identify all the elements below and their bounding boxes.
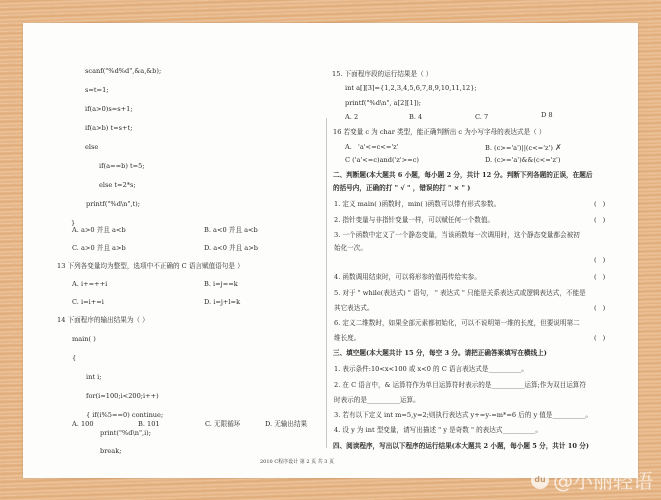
q13-option-a: A. i+=++i [72, 280, 108, 288]
answer-paren[interactable]: ( ) [594, 334, 608, 342]
q14-option-b: B. 101 [138, 420, 160, 428]
q14-option-a: A. 100 [72, 420, 94, 428]
baidu-paw-icon: du [531, 471, 549, 489]
code-line: } [71, 219, 76, 227]
section2-title-cont: 的括号内，正确的打 " √ " ，错误的打 " × " ) [333, 184, 471, 192]
q13-option-b: B. i=j==k [204, 280, 238, 288]
code-line: s=t=1; [85, 86, 109, 94]
q13-stem: 13 下列各变量均为整型，选项中不正确的 C 语言赋值语句是 ） [57, 262, 244, 270]
q12-option-c: C. a>0 并且 a>b [72, 244, 126, 252]
code-line: else [85, 143, 99, 151]
watermark-text: @小丽轻语 [553, 469, 653, 493]
code-line: for(i=100;i<200;i++) [86, 392, 159, 400]
fill-item-3: 3. 若有以下定义 int m=5,y=2;则执行表达式 y+=y-=m*=6 后的 y 值是__________。 [334, 411, 593, 419]
q16-option-a-label: A. [345, 143, 352, 151]
q16-option-b-text: B. (c>='a')||(c<='z') [485, 144, 553, 152]
answer-paren[interactable]: ( ) [594, 273, 608, 281]
q15-option-d: D 8 [541, 111, 553, 119]
q14-stem: 14 下面程序的输出结果为（ ） [57, 316, 149, 324]
code-line: main( ) [72, 335, 96, 343]
code-line: printf("%d\n", a[2][1]); [345, 99, 422, 107]
fill-item-4: 4. 设 y 为 int 型变量，请写出描述 " y 是奇数 " 的表达式__________。 [334, 426, 543, 434]
q12-option-d: D. a<0 并且 a>b [204, 244, 258, 252]
code-line: if(a>b) t=s+t; [85, 124, 133, 132]
watermark [531, 465, 653, 494]
code-line: scanf("%d%d",&a,&b); [85, 67, 162, 75]
code-line: printf("%d\n",t); [86, 200, 140, 208]
fill-item-1: 1. 表示条件:10<x<100 或 x<0 的 C 语言表达式是__________。 [334, 365, 529, 373]
judge-item-2: 2. 指针变量与非指针变量一样，可以赋任何一个数值。 [334, 216, 495, 224]
q13-option-d: D. i=j+l=k [204, 298, 241, 306]
answer-paren[interactable]: ( ) [594, 256, 608, 264]
code-line: if(a>0)s=s+1; [85, 105, 133, 113]
judge-item-3-cont: 始化一次。 [334, 244, 367, 252]
q15-stem: 15. 下面程序段的运行结果是（ ） [332, 70, 433, 78]
code-line: { if(i%5==0) continue; [86, 411, 164, 419]
answer-paren[interactable]: ( ) [594, 200, 608, 208]
column-divider [326, 118, 327, 448]
q14-option-d: D. 无输出结果 [265, 420, 308, 428]
judge-item-6-cont: 维长度。 [334, 334, 361, 342]
code-line: else t=2*s; [99, 181, 136, 189]
q12-option-a: A. a>0 并且 a<b [72, 226, 126, 234]
code-line: int i; [86, 373, 102, 381]
judge-item-3: 3. 一个函数中定义了一个静态变量，当该函数每一次调用时，这个静态变量都会被初 [334, 231, 580, 239]
fill-item-2: 2. 在 C 语言中，& 运算符作为单目运算符时表示的是__________运算;作为双目运算符 [334, 381, 586, 389]
q16-option-b [485, 143, 562, 153]
judge-item-5: 5. 对于 " while(表达式) " 语句， " 表达式 " 只能是关系表达式或逻辑表达式，不能是 [334, 289, 586, 297]
q16-stem: 16 若变量 c 为 char 类型，能正确判断出 c 为小写字母的表达式是（ ） [333, 128, 546, 136]
judge-item-6: 6. 定义二维数时，如果全部元素都初始化，可以不说明第一维的长度，但要说明第二 [334, 319, 580, 327]
section2-title: 二、判断题(本大题共 6 小题，每小题 2 分，共计 12 分。判断下列各题的正误，在题后 [333, 171, 593, 179]
judge-item-4: 4. 函数调用结束时，可以将形参的值再传给实参。 [334, 273, 481, 281]
code-line: if(a==b) t=5; [99, 162, 145, 170]
answer-paren[interactable]: ( ) [594, 216, 608, 224]
cross-mark-icon: ✗ [555, 143, 562, 152]
code-line: print("%d\n",i); [100, 429, 151, 437]
q16-option-a: 'a'<=c<='z' [358, 143, 399, 151]
q16-option-c: C ('a'<=c)and('z'>=c) [345, 156, 419, 164]
q14-option-c: C. 无限循环 [205, 420, 241, 428]
q15-option-a: A. 2 [345, 113, 359, 121]
code-line: { [72, 354, 77, 362]
section4-title: 四、阅读程序，写出以下程序的运行结果(本大题共 2 小题，每小题 5 分，共计 10 分) [333, 442, 589, 450]
page-footer: 2010 C程序设计 第 2 页 共 3 页 [260, 459, 335, 465]
q15-option-c: C. 7 [475, 113, 489, 121]
section3-title: 三、填空题(本大题共计 15 分，每空 3 分。请把正确答案填写在横线上) [333, 349, 547, 357]
q16-option-d: D. (c>='a')&&(c<='z') [485, 156, 561, 164]
fill-item-2-cont: 时表示的是__________运算。 [334, 396, 420, 404]
judge-item-5-cont: 其它表达式。 [334, 304, 374, 312]
q12-option-b: B. a<0 并且 a<b [204, 226, 258, 234]
judge-item-1: 1. 定义 main( )函数时，min( )函数可以带有形式参数。 [334, 200, 501, 208]
exam-paper [23, 23, 638, 478]
code-line: int a[][3]={1,2,3,4,5,6,7,8,9,10,11,12}; [345, 84, 477, 92]
code-line: break; [100, 447, 122, 455]
answer-paren[interactable]: ( ) [594, 304, 608, 312]
q15-option-b: B. 4 [409, 113, 423, 121]
q13-option-c: C. i=i+=i [72, 298, 104, 306]
